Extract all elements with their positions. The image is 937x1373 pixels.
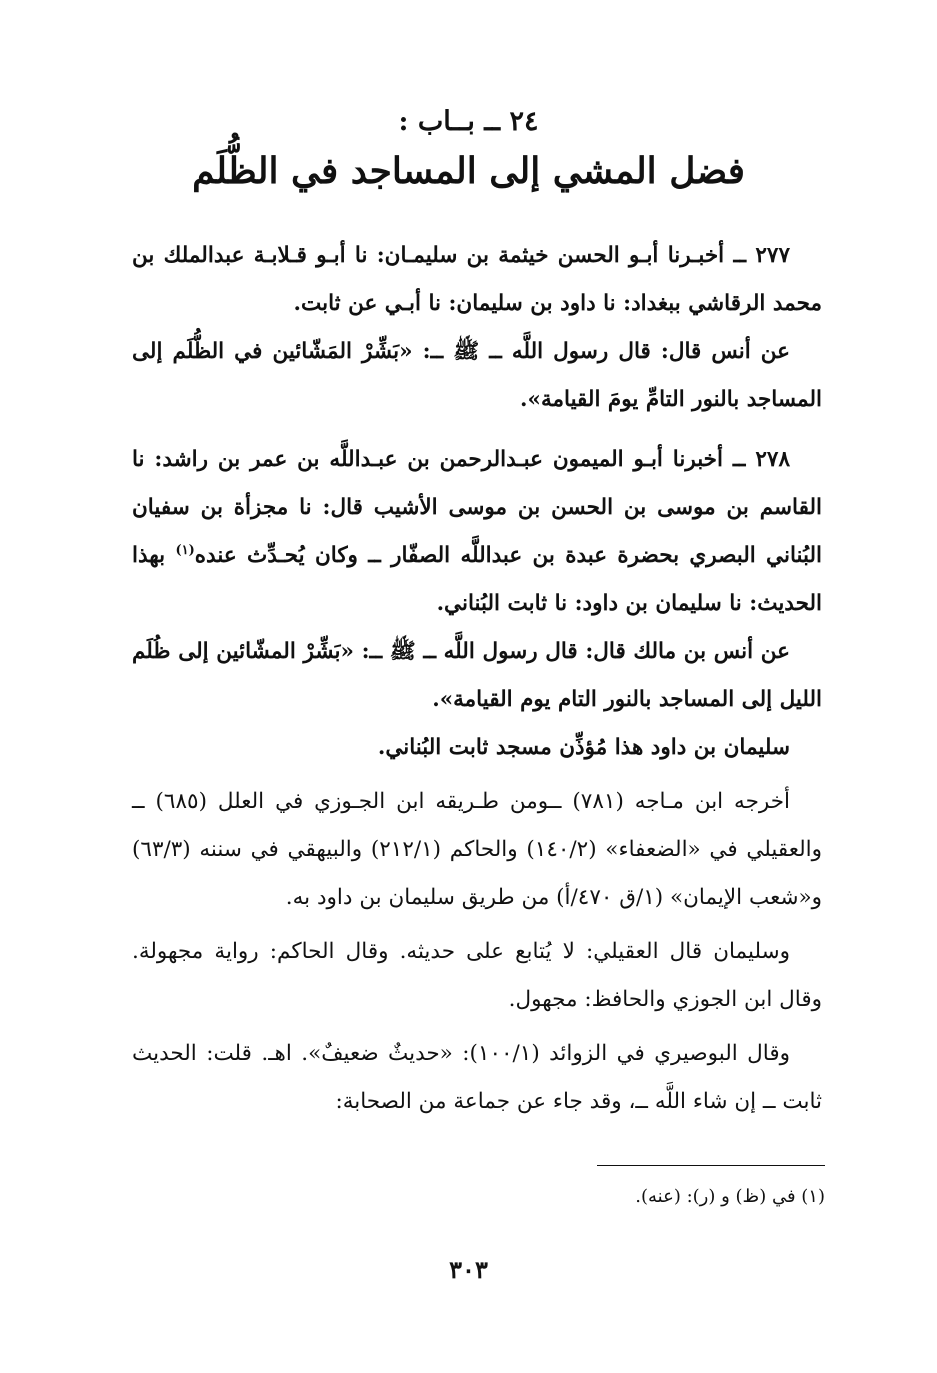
- hadith-278-isnad-part1: ٢٧٨ ــ أخبرنا أبـو الميمون عبـدالرحمن بن عبـداللَّه بن عمر بن راشد: نا القاسم بن موسى بن الحسن بن موسى الأشيب قال: نا مجزأة بن سفيان البُناني البصري بحضرة عبدة بن عبداللَّه الصفّار ــ وكان يُحـدِّث عنده: [132, 447, 822, 568]
- takhrij-paragraph-3: وقال البوصيري في الزوائد (١٠٠/١): «حديثٌ ضعيفٌ». اهـ. قلت: الحديث ثابت ــ إن شاء اللَّه ــ، وقد جاء عن جماعة من الصحابة:: [132, 1041, 822, 1114]
- footnote-reference: (١): [175, 542, 195, 558]
- hadith-278-matn: عن أنس بن مالك قال: قال رسول اللَّه ــ ﷺ ــ: «بَشِّرْ المشّائين إلى ظُلَم الليل إلى المساجد بالنور التام يوم القيامة».: [132, 639, 822, 712]
- hadith-277-matn: عن أنس قال: قال رسول اللَّه ــ ﷺ ــ: «بَشِّرْ المَشّائين في الظُّلَم إلى المساجد بالنور التامِّ يومَ القيامة».: [132, 339, 822, 412]
- chapter-title: فضل المشي إلى المساجد في الظُّلَم: [192, 150, 745, 192]
- footnote: (١) في (ظ) و (ر): (عنه).: [635, 1186, 825, 1207]
- takhrij-paragraph-1: أخرجه ابن مـاجه (٧٨١) ــومن طـريقه ابن الجـوزي في العلل (٦٨٥) ــ والعقيلي في «الضعفاء» (١٤٠/٢) والحاكم (٢١٢/١) والبيهقي في سننه (٦٣/٣) و«شعب الإيمان» (١/ق ٤٧٠/أ) من طريق سليمان بن داود به.: [132, 789, 823, 910]
- takhrij-paragraph-2: وسليمان قال العقيلي: لا يُتابع على حديثه. وقال الحاكم: رواية مجهولة. وقال ابن الجوزي والحافظ: مجهول.: [132, 939, 822, 1012]
- chapter-label: ٢٤ ــ بــاب :: [398, 106, 539, 137]
- page-number: ٣٠٣: [449, 1255, 488, 1284]
- hadith-277-isnad: ٢٧٧ ــ أخبـرنا أبـو الحسن خيثمة بن سليمـان: نا أبـو قـلابـة عبدالملك بن محمد الرقاشي ببغداد: نا داود بن سليمان: نا أبـي عن ثابت.: [132, 243, 822, 316]
- body-text: [132, 232, 822, 1126]
- hadith-278-isnad-part2: بهذا الحديث: نا سليمان بن داود: نا ثابت البُناني.: [132, 543, 822, 616]
- footnote-divider: [597, 1165, 825, 1166]
- hadith-278-isnad: [132, 436, 822, 628]
- hadith-278-note: سليمان بن داود هذا مُؤذِّن مسجد ثابت البُناني.: [377, 735, 790, 760]
